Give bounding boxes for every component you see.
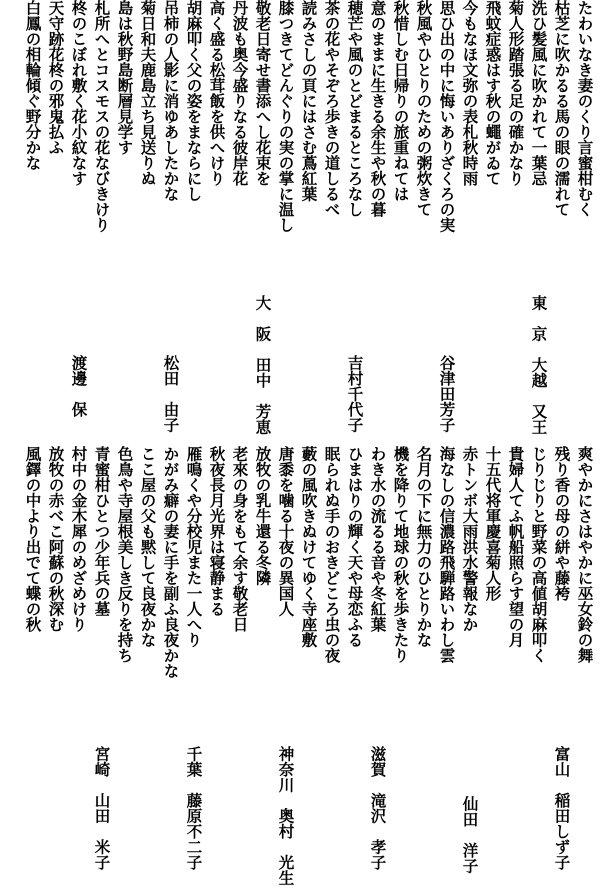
haiku-line: 貴婦人てふ帆船照らす望の月 xyxy=(506,446,525,648)
author-credit: 神奈川 奥村 光生 xyxy=(276,746,295,886)
haiku-line: 老來の身をもて余す敬老日 xyxy=(230,446,249,632)
haiku-line: 膝つきてどんぐりの実の掌に温し xyxy=(276,0,295,233)
haiku-line: 島は秋野島断層見学す xyxy=(115,0,134,155)
haiku-line: 今もなほ文弥の表札秋時雨 xyxy=(460,0,479,186)
haiku-line: 十五代将軍慶喜菊人形 xyxy=(483,446,502,601)
haiku-line: 放牧の赤べこ阿蘇の秋深む xyxy=(46,446,65,632)
haiku-line: 丹波も奥今盛りなる彼岸花 xyxy=(230,0,249,186)
haiku-line: 菊人形踏張る足の確かなり xyxy=(506,0,525,186)
haiku-line: 秋風やひとりのための粥炊きて xyxy=(414,0,433,217)
haiku-line: 雁鳴くや分校児また一人へり xyxy=(184,446,203,648)
author-credit: 大 阪 田中 芳恵 xyxy=(253,295,272,435)
author-credit: 仙田 洋子 xyxy=(460,796,479,874)
haiku-line: 唐黍を噛る十夜の異国人 xyxy=(276,446,295,617)
haiku-line: 飛蚊症惑はす秋の蠅がゐて xyxy=(483,0,502,186)
haiku-line: 穂芒や風のとどまるところなし xyxy=(345,0,364,217)
haiku-line: 吊柿の人影に消ゆあしたかな xyxy=(161,0,180,202)
haiku-line: 天守跡花柊の邪鬼払ふ xyxy=(46,0,65,155)
haiku-line: 機を降りて地球の秋を歩きたり xyxy=(391,446,410,663)
author-credit: 渡邊 保 xyxy=(69,355,88,417)
haiku-line: 胡麻叩く父の姿をまならにし xyxy=(184,0,203,202)
haiku-line: 残り香の母の絣や藤袴 xyxy=(552,446,571,601)
haiku-line: 爽やかにさはやかに巫女鈴の舞 xyxy=(575,446,594,663)
haiku-line: 眠られぬ手のおきどころ虫の夜 xyxy=(322,446,341,663)
haiku-line: ひまはりの輝く天や母恋ふる xyxy=(345,446,364,648)
haiku-line: かがみ癖の妻に手を副ふ良夜かな xyxy=(161,446,180,679)
haiku-line: 赤トンボ大雨洪水警報なか xyxy=(460,446,479,632)
haiku-line: 名月の下に無力のひとりかな xyxy=(414,446,433,648)
haiku-line: 茶の花やそぞろ歩きの道しるべ xyxy=(322,0,341,217)
author-credit: 吉村千代子 xyxy=(345,355,364,433)
haiku-line: 洗ひ髪風に吹かれて一葉忌 xyxy=(529,0,548,186)
haiku-line: 海なしの信濃路飛騨路いわし雲 xyxy=(437,446,456,663)
haiku-line: わき水の流るる音や冬紅葉 xyxy=(368,446,387,632)
haiku-line: 秋夜長月光界は寝静まる xyxy=(207,446,226,617)
author-credit: 千葉 藤原不二子 xyxy=(184,746,203,870)
haiku-line: 白鳳の相輪傾ぐ野分かな xyxy=(23,0,42,171)
haiku-line: 色鳥や寺屋根美しき反りを持ち xyxy=(115,446,134,663)
haiku-line: 枯芝に吹かるる馬の眼の濡れて xyxy=(552,0,571,217)
author-credit: 宮崎 山田 米子 xyxy=(92,746,111,870)
haiku-line: たわいなき妻のくり言蜜柑むく xyxy=(575,0,594,217)
upper-haiku-block xyxy=(0,0,600,436)
author-credit: 松田 由子 xyxy=(161,355,180,433)
haiku-line: 読みさしの頁にはさむ蔦紅葉 xyxy=(299,0,318,202)
author-credit: 滋賀 滝沢 孝子 xyxy=(368,746,387,870)
author-credit: 富山 稲田しず子 xyxy=(552,746,571,870)
haiku-line: 放牧の乳牛還る冬隣 xyxy=(253,446,272,586)
haiku-line: 敬老日寄せ書添へし花束を xyxy=(253,0,272,186)
haiku-line: 思ひ出の中に悔いありざくろの実 xyxy=(437,0,456,233)
haiku-line: じりじりと野菜の高値胡麻叩く xyxy=(529,446,548,663)
author-credit: 谷津田芳子 xyxy=(437,355,456,433)
haiku-line: 藪の風吹きぬけてゆく寺座敷 xyxy=(299,446,318,648)
haiku-line: 風鐸の中より出でて蝶の秋 xyxy=(23,446,42,632)
haiku-line: ここ屋の父も黙して良夜かな xyxy=(138,446,157,648)
haiku-line: 高く盛る松茸飯を供へけり xyxy=(207,0,226,186)
haiku-line: 札所へとコスモスの花なびきけり xyxy=(92,0,111,233)
lower-haiku-block xyxy=(0,446,600,893)
haiku-line: 菊日和夫鹿島立ち見送りぬ xyxy=(138,0,157,186)
haiku-line: 青蜜柑ひとつ少年兵の墓 xyxy=(92,446,111,617)
haiku-line: 意のままに生きる余生や秋の暮 xyxy=(368,0,387,217)
haiku-line: 村中の金木犀のめざめけり xyxy=(69,446,88,632)
author-credit: 東 京 大越 又王 xyxy=(529,295,548,435)
haiku-line: 柊のこぼれ敷く花小紋なす xyxy=(69,0,88,186)
haiku-line: 秋惜しむ日帰りの旅重ねては xyxy=(391,0,410,202)
